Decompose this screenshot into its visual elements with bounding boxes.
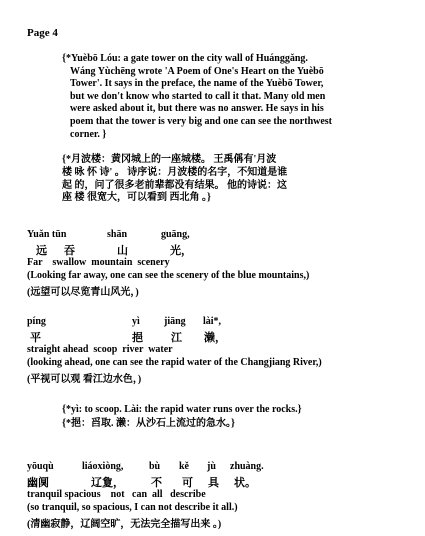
pinyin-word: kě	[179, 461, 189, 472]
note-line: Wáng Yùchēng wrote 'A Poem of One's Heart on the Yuèbō	[70, 65, 324, 77]
note-line: {*月波楼：黄冈城上的一座城楼。 王禹偁有'月波	[62, 154, 277, 165]
note-line: were asked about it, but there was no answer. He says in his	[70, 103, 324, 115]
scoop-note	[62, 403, 302, 430]
hanzi-char: 远	[36, 245, 47, 257]
pinyin-word: liáoxiòng,	[82, 461, 124, 472]
stanza-3	[27, 461, 264, 530]
pinyin-word: lài*,	[203, 316, 222, 327]
hanzi-char: 吞	[64, 245, 75, 257]
chinese-translation-line: (平视可以观 看江边水色，)	[27, 374, 142, 385]
hanzi-char: 山	[117, 245, 128, 257]
pinyin-word: jiāng	[164, 316, 186, 327]
hanzi-char: 可	[182, 477, 193, 489]
pinyin-word: bù	[149, 461, 161, 472]
stanza-1	[27, 229, 309, 296]
hanzi-char: 不	[151, 477, 162, 489]
pinyin-word: jù	[207, 461, 216, 472]
note-line: 起 的，问了很多老前辈都没有结果。 他的诗说：这	[62, 179, 287, 191]
gloss-line: straight ahead scoop river water	[27, 344, 173, 355]
hanzi-char: 光，	[170, 245, 192, 257]
pinyin-word: Yuǎn tūn	[27, 229, 67, 240]
note-line: corner. }	[70, 128, 107, 140]
translation-line: (looking ahead, one can see the rapid water of the Changjiang River,)	[27, 357, 322, 368]
hanzi-row	[27, 329, 322, 344]
pinyin-word: yōuqù	[27, 461, 54, 472]
hanzi-char: 江	[171, 332, 182, 344]
hanzi-char: 挹	[132, 332, 143, 344]
hanzi-char: 平	[30, 332, 41, 344]
note-line: {*挹：舀取. 濑：从沙石上流过的急水。}	[62, 417, 235, 429]
pinyin-row	[27, 461, 264, 474]
gloss-line: Far swallow mountain scenery	[27, 257, 170, 268]
note-line: 楼 咏 怀 诗' 。 诗序说：月波楼的名字，不知道是谁	[62, 166, 288, 178]
pinyin-word: guāng,	[161, 229, 190, 240]
gloss-line: tranquil spacious not can all describe	[27, 489, 206, 500]
hanzi-char: 濑，	[204, 332, 226, 344]
note-line: {*yì: to scoop. Lài: the rapid water runs over the rocks.}	[62, 404, 302, 415]
stanza-2	[27, 316, 322, 383]
pinyin-row	[27, 229, 309, 242]
tower-note-english	[62, 53, 332, 141]
translation-line: (so tranquil, so spacious, I can not describe it all.)	[27, 502, 238, 513]
hanzi-char: 辽夐，	[91, 477, 124, 489]
note-line: {*Yuèbō Lóu: a gate tower on the city wall of Huánggǎng.	[62, 53, 308, 64]
page-number: Page 4	[27, 27, 58, 39]
tower-note-chinese	[62, 154, 287, 205]
hanzi-char: 具	[208, 477, 219, 489]
note-line: poem that the tower is very big and one can see the northwest	[70, 115, 333, 127]
pinyin-row	[27, 316, 322, 329]
note-line: 座 楼 很宽大，可以看到 西北角 。}	[62, 192, 211, 204]
pinyin-word: píng	[27, 316, 46, 327]
note-line: but we don't know who started to call it that. Many old men	[70, 90, 326, 102]
pinyin-word: shān	[107, 229, 128, 240]
pinyin-word: zhuàng.	[230, 461, 264, 472]
hanzi-char: 状。	[234, 477, 256, 489]
note-line: Tower'. It says in the preface, the name of the Yuèbō Tower,	[70, 78, 324, 90]
hanzi-row	[27, 242, 309, 257]
chinese-translation-line: (远望可以尽览青山风光，)	[27, 287, 139, 298]
translation-line: (Looking far away, one can see the scenery of the blue mountains,)	[27, 270, 310, 281]
chinese-translation-line: (清幽寂静，辽阔空旷，无法完全描写出来 。)	[27, 519, 222, 530]
hanzi-char: 幽阒	[27, 477, 49, 489]
pinyin-word: yì	[132, 316, 140, 327]
hanzi-row	[27, 474, 256, 489]
